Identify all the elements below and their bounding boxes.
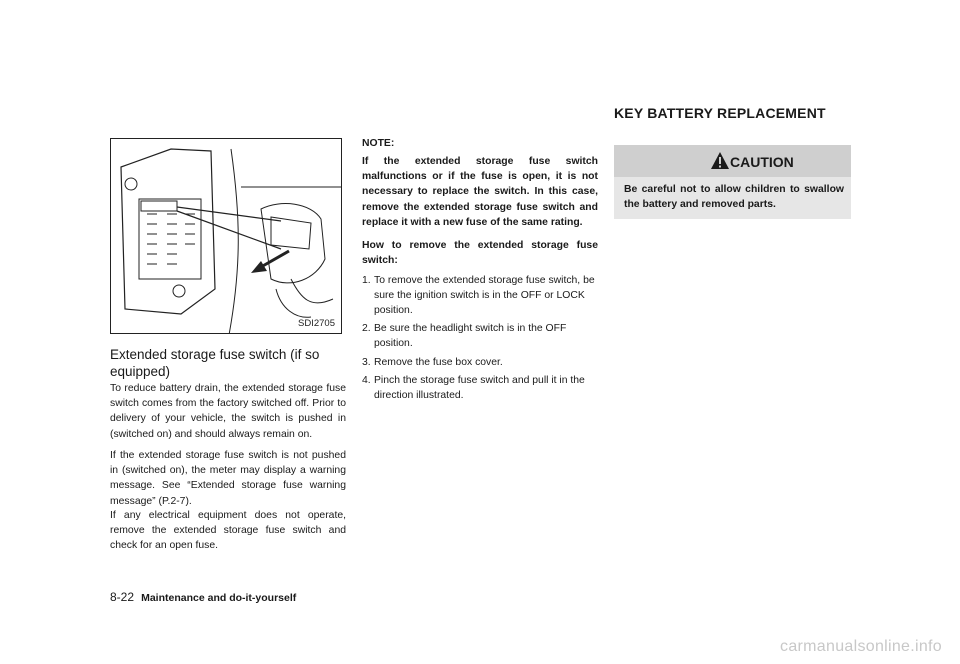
step-3 <box>362 355 598 370</box>
warning-triangle-icon <box>710 151 730 171</box>
page-number: 8-22 <box>110 590 135 604</box>
step-text: To remove the extended storage fuse switch, be sure the ignition switch is in the OFF or LOCK position. <box>374 275 595 317</box>
fuse-box-illustration <box>111 139 342 334</box>
step-text: Pinch the storage fuse switch and pull it in the direction illustrated. <box>374 375 585 402</box>
note-label: NOTE: <box>362 138 395 149</box>
watermark: carmanualsonline.info <box>780 638 942 655</box>
step-text: Remove the fuse box cover. <box>374 357 503 368</box>
figure-code: SDI2705 <box>298 318 335 329</box>
howto-heading: How to remove the extended storage fuse switch: <box>362 240 598 267</box>
fuse-box-figure <box>110 138 342 334</box>
caution-text: Be careful not to allow children to swallow the battery and removed parts. <box>624 184 844 210</box>
step-number: 2. <box>362 323 371 334</box>
footer-section: Maintenance and do-it-yourself <box>141 592 297 604</box>
paragraph-3: If any electrical equipment does not operate, remove the extended storage fuse switch and check for an open fuse. <box>110 510 346 552</box>
caution-header <box>614 145 851 177</box>
step-number: 3. <box>362 357 371 368</box>
note-text: If the extended storage fuse switch malfunctions or if the fuse is open, it is not necessary to replace the switch. In this case, remove the extended storage fuse switch and replace it with a new fuse of the same rating. <box>362 156 598 228</box>
step-number: 4. <box>362 375 371 386</box>
step-1 <box>362 273 598 319</box>
step-text: Be sure the headlight switch is in the OFF position. <box>374 323 567 350</box>
step-4 <box>362 373 598 403</box>
paragraph-1: To reduce battery drain, the extended storage fuse switch comes from the factory switched off. Prior to delivery of your vehicle, the switch is pushed in (switched on) and should always remain on. <box>110 383 346 440</box>
page-footer <box>110 590 296 604</box>
section-heading: Extended storage fuse switch (if so equipped) <box>110 347 320 379</box>
caution-label: CAUTION <box>730 154 794 170</box>
step-number: 1. <box>362 275 371 286</box>
caution-box <box>614 145 851 219</box>
section-title: KEY BATTERY REPLACEMENT <box>614 105 826 121</box>
step-2 <box>362 321 598 351</box>
paragraph-2: If the extended storage fuse switch is not pushed in (switched on), the meter may display a warning message. See “Extended storage fuse warning message” (P.2-7). <box>110 450 346 507</box>
